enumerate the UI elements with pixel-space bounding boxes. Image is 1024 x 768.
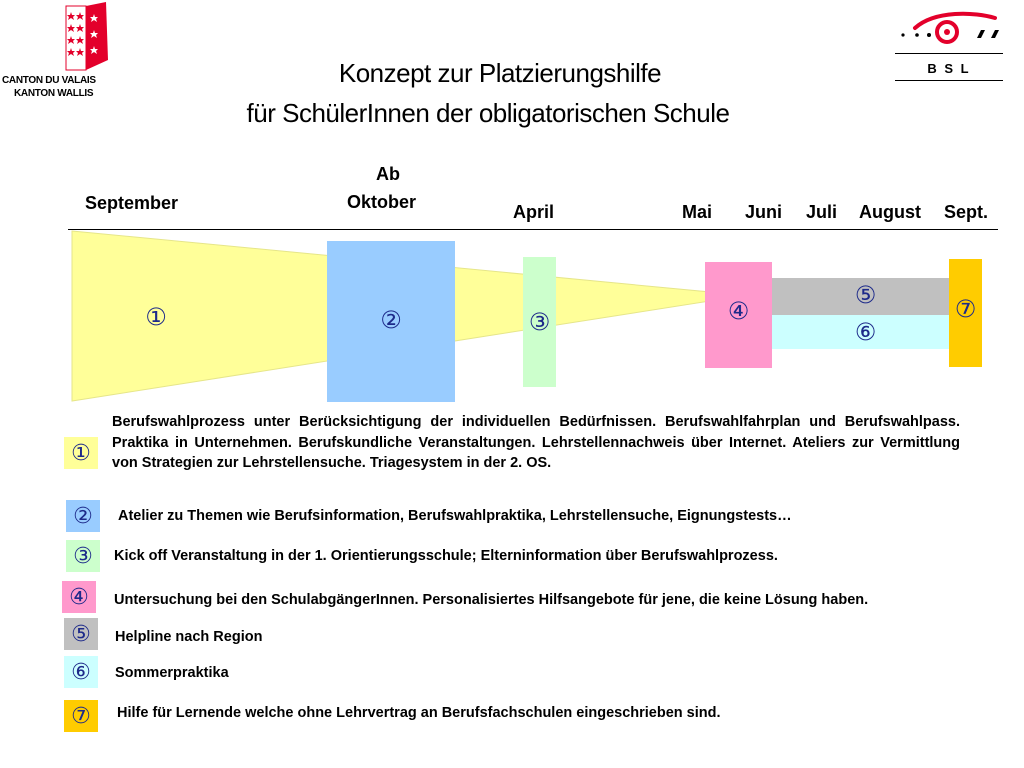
phase-6-marker: ⑥ xyxy=(854,318,877,346)
phase-5-marker: ⑤ xyxy=(854,280,877,309)
phase-7-marker: ⑦ xyxy=(954,295,977,323)
canton-name-fr: CANTON DU VALAIS xyxy=(2,75,96,86)
phase-2-box xyxy=(327,241,455,402)
legend-2-text: Atelier zu Themen wie Berufsinformation, Berufswahlpraktika, Lehrstellensuche, Eignungstests… xyxy=(118,508,792,524)
phase-4-box xyxy=(705,262,772,368)
phase-3-box xyxy=(523,257,556,387)
month-oktober: Oktober xyxy=(347,192,417,212)
legend-4-swatch: ④ xyxy=(62,581,96,613)
legend-6-text: Sommerpraktika xyxy=(115,665,229,681)
page-title-line1: Konzept zur Platzierungshilfe xyxy=(338,58,662,88)
canton-name-de: KANTON WALLIS xyxy=(14,88,94,99)
month-sept: Sept. xyxy=(944,202,989,222)
month-august: August xyxy=(859,202,921,222)
legend-4-text: Untersuchung bei den SchulabgängerInnen. Personalisiertes Hilfsangebote für jene, die keine Lösung haben. xyxy=(114,592,869,608)
bsl-swirl-icon xyxy=(895,10,1005,55)
legend-1-swatch: ① xyxy=(64,437,98,469)
month-juli: Juli xyxy=(806,202,838,222)
page-title-line2: für SchülerInnen der obligatorischen Schule xyxy=(246,98,730,128)
month-ab: Ab xyxy=(376,164,400,184)
phase-2-marker: ② xyxy=(380,305,402,334)
bsl-rule-top xyxy=(895,53,1003,54)
phase-4-marker: ④ xyxy=(727,297,750,325)
legend-6-swatch: ⑥ xyxy=(64,656,98,688)
month-juni: Juni xyxy=(745,202,783,222)
month-april: April xyxy=(513,202,555,222)
legend-1-text: Berufswahlprozess unter Berücksichtigung der individuellen Bedürfnissen. Berufswahlfahrplan und Berufswahlpass. Praktika in Unternehmen. Berufskundliche Veranstaltungen. Lehrstellennachweis über Internet. Ateliers zur Vermittlung von Strategien zur Lehrstellensuche. Triagesystem in der 2. OS. xyxy=(112,414,960,471)
phase-6-box xyxy=(772,315,949,349)
phase-5-box xyxy=(772,278,949,315)
bsl-text: B S L xyxy=(927,61,971,76)
legend-5-text: Helpline nach Region xyxy=(115,629,263,645)
month-september: September xyxy=(85,193,179,213)
legend-5-swatch: ⑤ xyxy=(64,618,98,650)
month-mai: Mai xyxy=(682,202,713,222)
legend-3-text: Kick off Veranstaltung in der 1. Orientierungsschule; Elterninformation über Berufswahlprozess. xyxy=(114,548,778,564)
phase-1-marker: ① xyxy=(145,303,167,331)
phase-3-marker: ③ xyxy=(528,308,551,336)
legend-7-swatch: ⑦ xyxy=(64,700,98,732)
legend-2-swatch: ② xyxy=(66,500,100,532)
phase-7-box xyxy=(949,259,982,367)
legend-7-text: Hilfe für Lernende welche ohne Lehrvertrag an Berufsfachschulen eingeschrieben sind. xyxy=(117,705,721,721)
legend-3-swatch: ③ xyxy=(66,540,100,572)
